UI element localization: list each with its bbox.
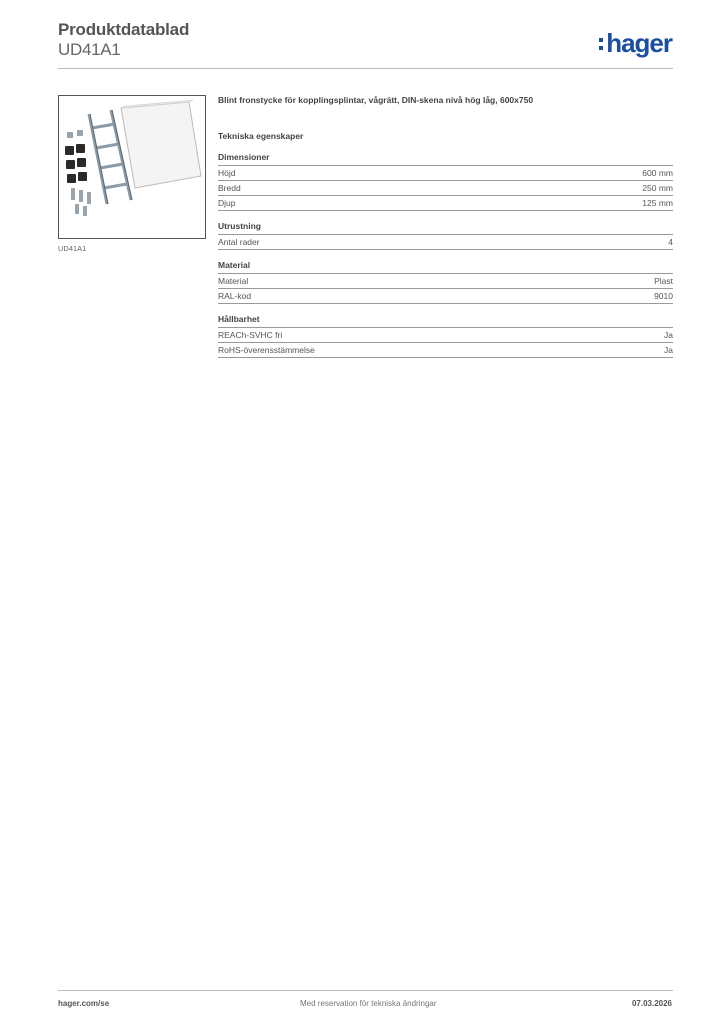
footer-disclaimer: Med reservation för tekniska ändringar: [300, 999, 437, 1008]
spec-row: [218, 327, 673, 342]
spec-value: 250 mm: [642, 183, 673, 193]
spec-label: RAL-kod: [218, 291, 252, 301]
spec-row: [218, 195, 673, 211]
spec-group-dimensions: [218, 152, 673, 211]
spec-label: RoHS-överensstämmelse: [218, 345, 315, 355]
spec-label: Djup: [218, 198, 236, 208]
image-caption: UD41A1: [58, 244, 87, 253]
spec-label: REACh-SVHC fri: [218, 330, 283, 340]
group-title: Utrustning: [218, 221, 261, 231]
spec-group-equipment: [218, 221, 673, 250]
page-title: Produktdatablad: [58, 20, 190, 39]
spec-value: 125 mm: [642, 198, 673, 208]
product-image: [58, 95, 206, 239]
spec-row: [218, 288, 673, 304]
footer-website-link[interactable]: hager.com/se: [58, 999, 110, 1008]
spec-label: Bredd: [218, 183, 241, 193]
spec-value: Ja: [664, 345, 673, 355]
spec-value: 4: [668, 237, 673, 247]
logo-dots-icon: [599, 36, 603, 52]
spec-row: [218, 342, 673, 358]
group-title: Material: [218, 260, 251, 270]
spec-group-material: [218, 260, 673, 304]
footer-date: 07.03.2026: [631, 999, 672, 1008]
section-title: Tekniska egenskaper: [218, 131, 304, 141]
footer-divider: [58, 990, 673, 991]
spec-label: Material: [218, 276, 249, 286]
header-divider: [58, 68, 673, 69]
logo-text: hager: [606, 28, 672, 58]
spec-value: 9010: [654, 291, 673, 301]
group-title: Dimensioner: [218, 152, 270, 162]
spec-row: [218, 165, 673, 180]
product-code: UD41A1: [58, 40, 121, 59]
spec-label: Antal rader: [218, 237, 260, 247]
product-description: Blint fronstycke för kopplingsplintar, vågrätt, DIN-skena nivå hög låg, 600x750: [218, 95, 534, 105]
product-illustration-icon: [59, 96, 205, 238]
group-title: Hållbarhet: [218, 314, 260, 324]
brand-logo: [599, 28, 672, 59]
spec-value: Plast: [654, 276, 673, 286]
spec-row: [218, 180, 673, 195]
spec-row: [218, 273, 673, 288]
spec-label: Höjd: [218, 168, 236, 178]
spec-content: [218, 95, 673, 368]
spec-row: [218, 234, 673, 250]
spec-value: 600 mm: [642, 168, 673, 178]
spec-group-sustainability: [218, 314, 673, 358]
spec-value: Ja: [664, 330, 673, 340]
